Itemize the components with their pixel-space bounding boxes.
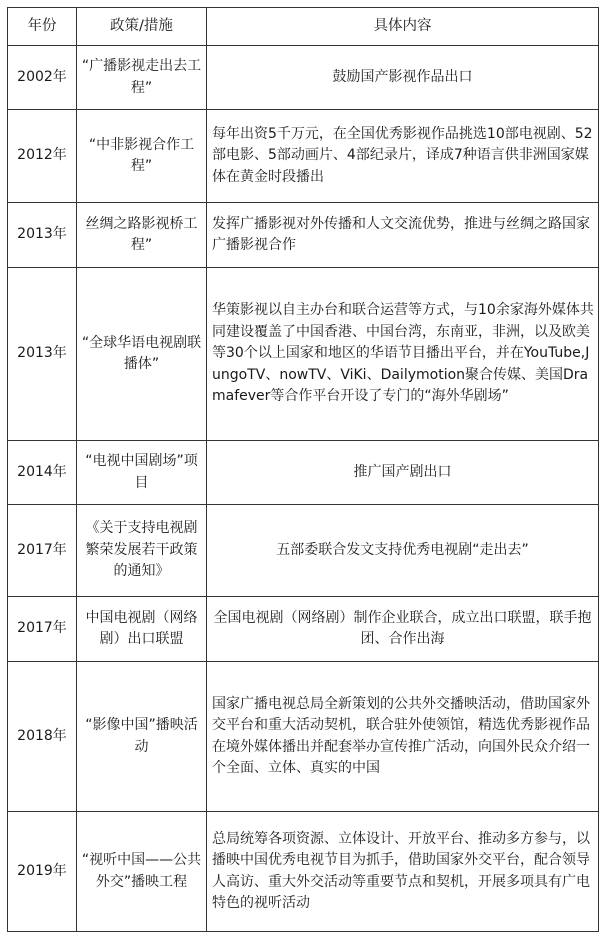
policy-table <box>7 7 599 932</box>
row-year: 2017年 <box>8 505 77 597</box>
row-content: 推广国产剧出口 <box>207 441 599 505</box>
table-row <box>8 662 599 812</box>
row-year: 2002年 <box>8 46 77 110</box>
header-policy: 政策/措施 <box>77 8 207 46</box>
row-content: 华策影视以自主办台和联合运营等方式，与10余家海外媒体共同建设覆盖了中国香港、中国台湾，东南亚，非洲，以及欧美等30个以上国家和地区的华语节目播出平台，并在YouTube,JungoTV、nowTV、ViKi、Dailymotion聚合传媒、美国Dramafever等合作平台开设了专门的“海外华剧场” <box>207 268 599 441</box>
row-policy: “电视中国剧场”项目 <box>77 441 207 505</box>
table-row <box>8 505 599 597</box>
header-year: 年份 <box>8 8 77 46</box>
row-content: 总局统筹各项资源、立体设计、开放平台、推动多方参与，以播映中国优秀电视节目为抓手，借助国家外交平台，配合领导人高访、重大外交活动等重要节点和契机，开展多项具有广电特色的视听活动 <box>207 812 599 932</box>
table-row <box>8 268 599 441</box>
row-year: 2012年 <box>8 110 77 203</box>
row-year: 2013年 <box>8 268 77 441</box>
header-row <box>8 8 599 46</box>
row-policy: “全球华语电视剧联播体” <box>77 268 207 441</box>
header-content: 具体内容 <box>207 8 599 46</box>
table-row <box>8 812 599 932</box>
table-row <box>8 203 599 268</box>
row-year: 2013年 <box>8 203 77 268</box>
row-year: 2019年 <box>8 812 77 932</box>
row-content: 发挥广播影视对外传播和人文交流优势，推进与丝绸之路国家广播影视合作 <box>207 203 599 268</box>
row-policy: 《关于支持电视剧繁荣发展若干政策的通知》 <box>77 505 207 597</box>
table-row <box>8 441 599 505</box>
row-policy: “影像中国”播映活动 <box>77 662 207 812</box>
row-policy: 丝绸之路影视桥工程” <box>77 203 207 268</box>
row-content: 五部委联合发文支持优秀电视剧“走出去” <box>207 505 599 597</box>
row-policy: “视听中国——公共外交”播映工程 <box>77 812 207 932</box>
row-year: 2017年 <box>8 597 77 662</box>
table-header <box>8 8 599 46</box>
row-content: 国家广播电视总局全新策划的公共外交播映活动，借助国家外交平台和重大活动契机，联合驻外使领馆，精选优秀影视作品在境外媒体播出并配套举办宣传推广活动，向国外民众介绍一个全面、立体、真实的中国 <box>207 662 599 812</box>
row-content: 鼓励国产影视作品出口 <box>207 46 599 110</box>
row-policy: “中非影视合作工程” <box>77 110 207 203</box>
row-content: 全国电视剧（网络剧）制作企业联合，成立出口联盟，联手抱团、合作出海 <box>207 597 599 662</box>
row-content: 每年出资5千万元，在全国优秀影视作品挑选10部电视剧、52部电影、5部动画片、4部纪录片，译成7种语言供非洲国家媒体在黄金时段播出 <box>207 110 599 203</box>
row-policy: 中国电视剧（网络剧）出口联盟 <box>77 597 207 662</box>
row-year: 2018年 <box>8 662 77 812</box>
table-body <box>8 46 599 932</box>
table-row <box>8 597 599 662</box>
table-row <box>8 110 599 203</box>
row-policy: “广播影视走出去工程” <box>77 46 207 110</box>
table-row <box>8 46 599 110</box>
row-year: 2014年 <box>8 441 77 505</box>
